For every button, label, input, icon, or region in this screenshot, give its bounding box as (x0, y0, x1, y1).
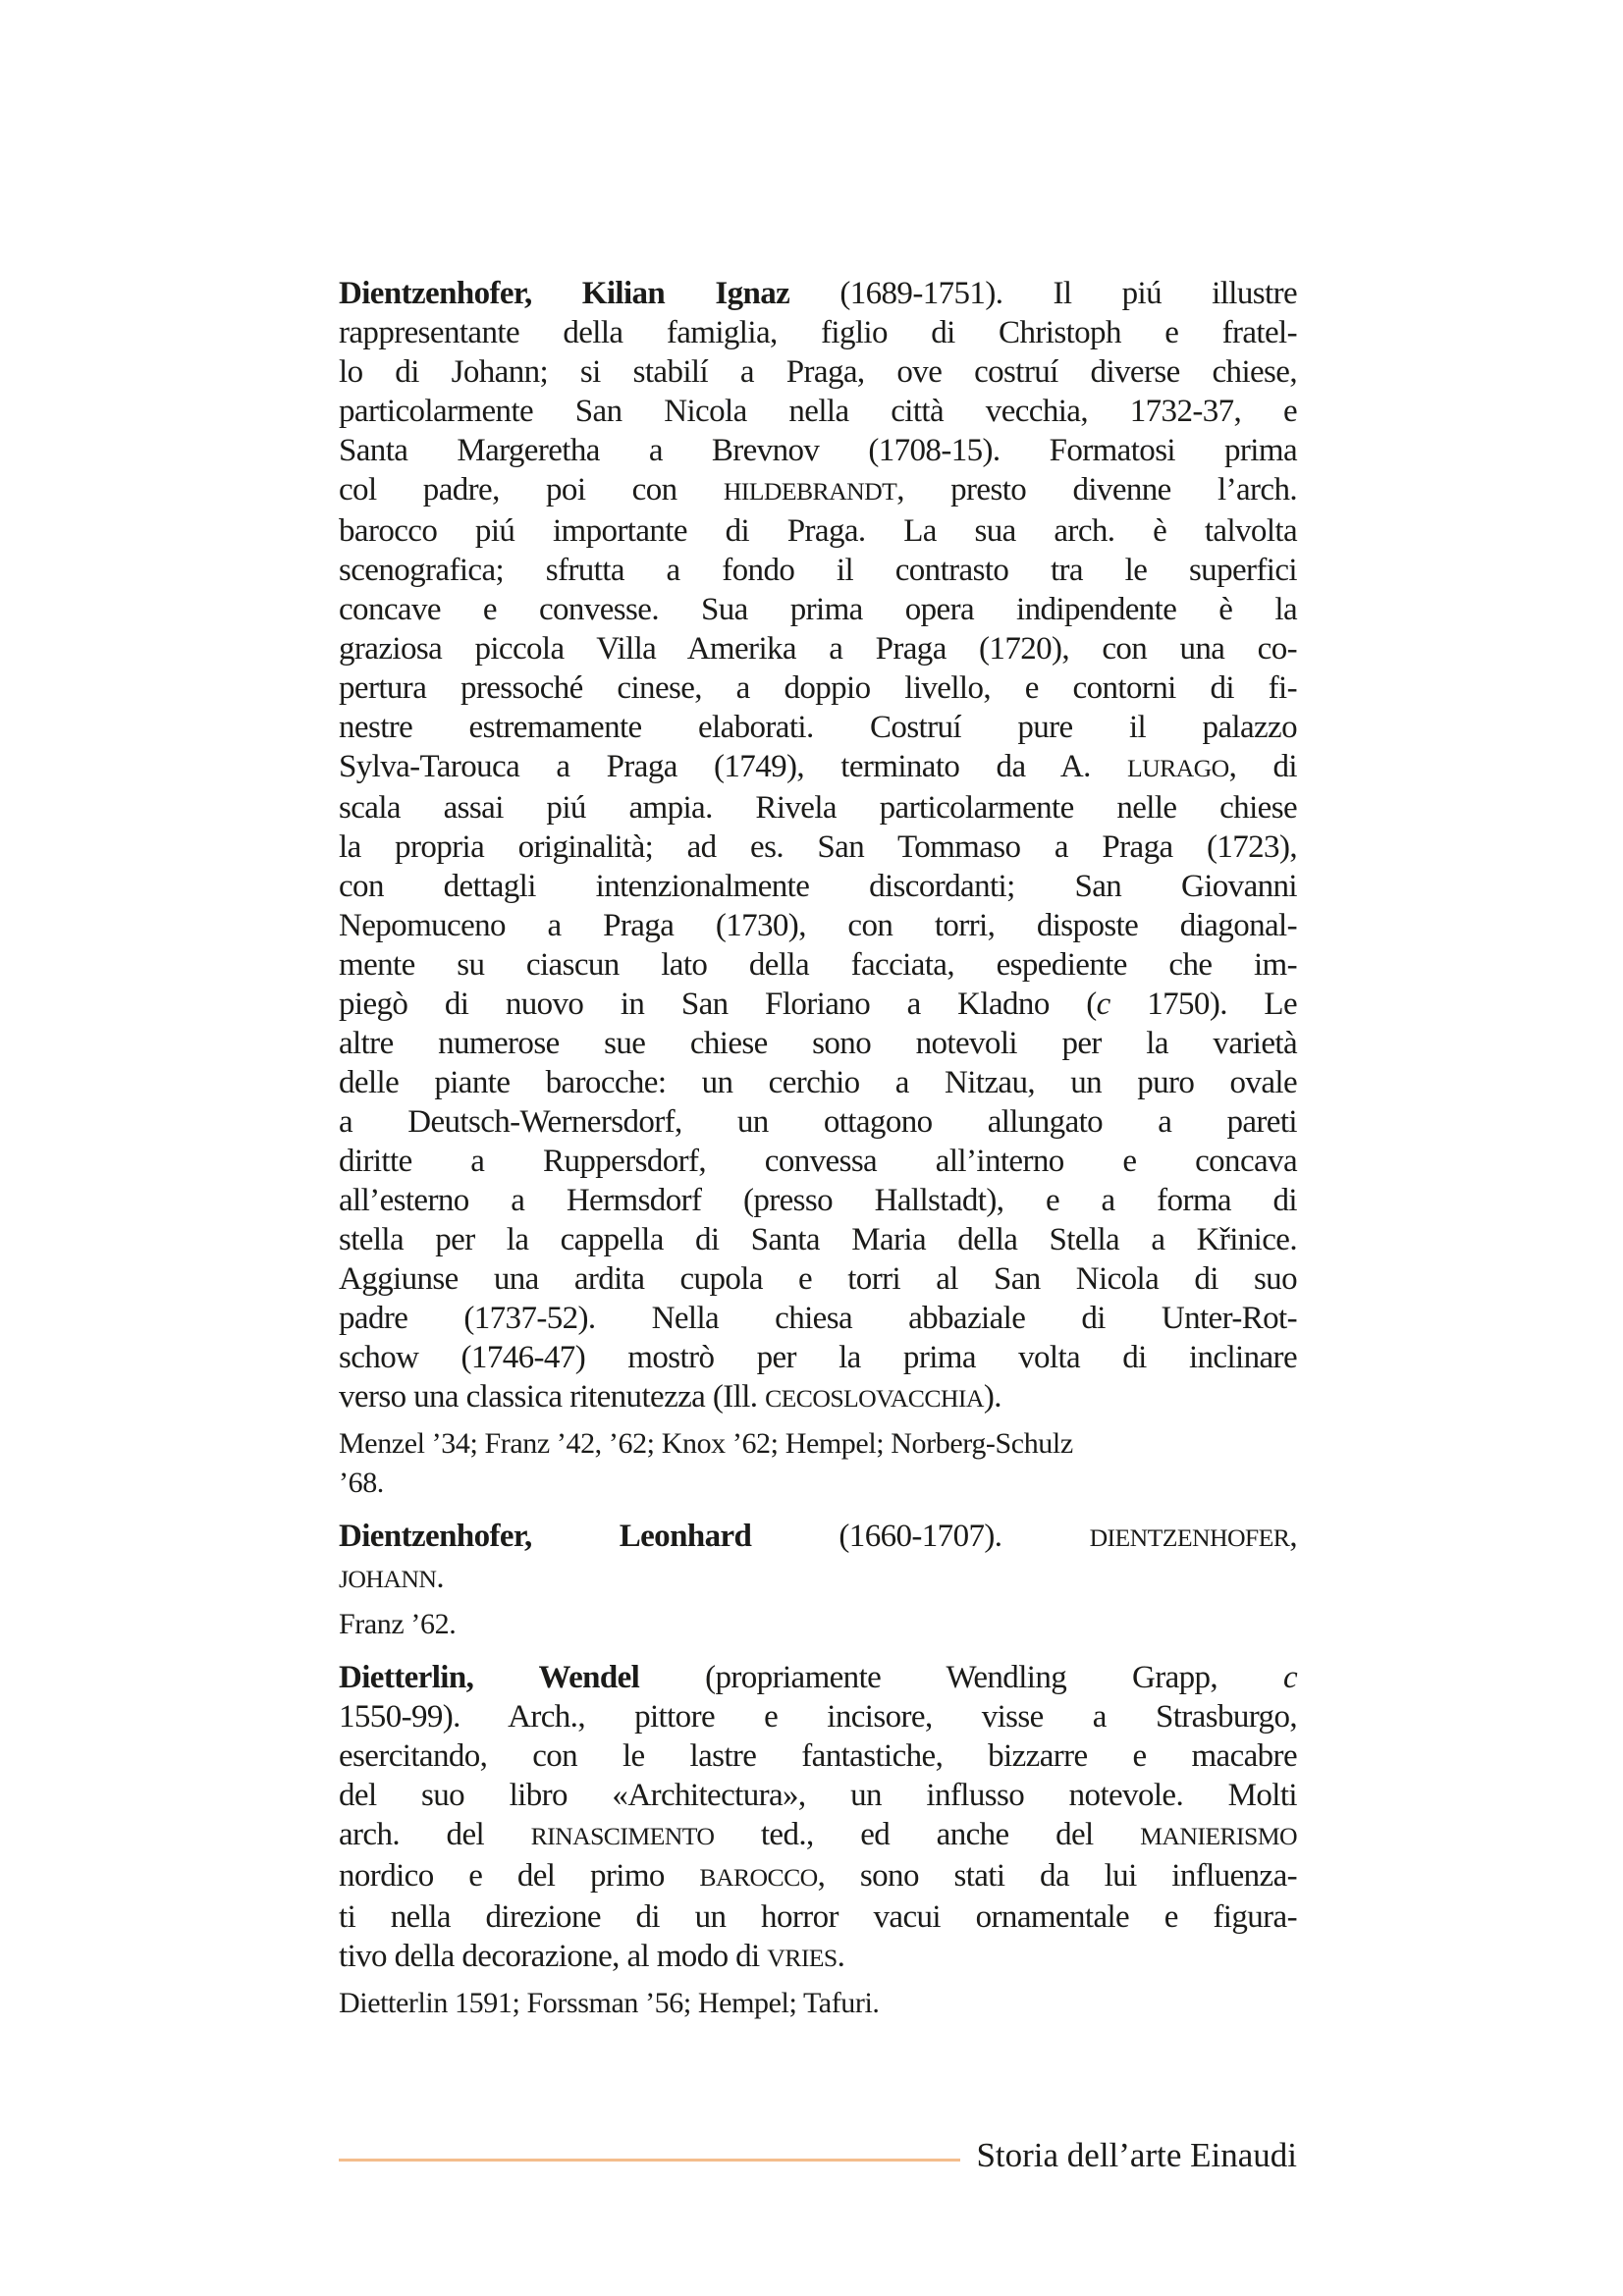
text-line: col padre, poi con HILDEBRANDT, presto divenne l’arch. (339, 472, 1298, 507)
italic-circa: c (1096, 987, 1110, 1022)
text-line: ti nella direzione di un horror vacui ornamentale e figura- (339, 1899, 1297, 1935)
text-line: Dientzenhofer, Leonhard (1660-1707). DIENTZENHOFER, (339, 1519, 1297, 1554)
bibliography-line: Menzel ’34; Franz ’42, ’62; Knox ’62; Hempel; Norberg-Schulz (339, 1427, 1073, 1460)
entry-body (339, 1517, 1297, 1599)
text-line: barocco piú importante di Praga. La sua arch. è talvolta (339, 513, 1297, 549)
text-line: stella per la cappella di Santa Maria della Stella a Křinice. (339, 1222, 1297, 1257)
small-caps-cross-reference: DIENTZENHOFER (1089, 1523, 1290, 1552)
bibliography-line: ’68. (339, 1467, 384, 1499)
entry-bibliography (339, 1605, 1297, 1644)
dictionary-entry (339, 1658, 1297, 2023)
text-line: nestre estremamente elaborati. Costruí pure il palazzo (339, 710, 1297, 745)
text-line: concave e convesse. Sua prima opera indipendente è la (339, 592, 1297, 627)
dictionary-entry (339, 1517, 1297, 1644)
dictionary-entry (339, 274, 1297, 1503)
text-line: nordico e del primo BAROCCO, sono stati da lui influenza- (339, 1858, 1298, 1894)
text-line: diritte a Ruppersdorf, convessa all’interno e concava (339, 1144, 1297, 1179)
text-line: JOHANN. (339, 1560, 444, 1595)
text-line: con dettagli intenzionalmente discordanti; San Giovanni (339, 869, 1297, 904)
text-line: schow (1746-47) mostrò per la prima volta di inclinare (339, 1340, 1297, 1375)
text-line: tivo della decorazione, al modo di VRIES. (339, 1939, 845, 1974)
page-footer (339, 2136, 1297, 2175)
text-line: padre (1737-52). Nella chiesa abbaziale di Unter-Rot- (339, 1301, 1297, 1336)
text-line: arch. del RINASCIMENTO ted., ed anche del MANIERISMO (339, 1817, 1297, 1852)
text-line: mente su ciascun lato della facciata, espediente che im- (339, 947, 1297, 983)
bibliography-line: Franz ’62. (339, 1608, 457, 1640)
text-line: particolarmente San Nicola nella città vecchia, 1732-37, e (339, 394, 1297, 429)
entry-body (339, 274, 1297, 1418)
text-line: Aggiunse una ardita cupola e torri al San Nicola di suo (339, 1261, 1297, 1297)
text-line: altre numerose sue chiese sono notevoli per la varietà (339, 1026, 1297, 1061)
text-line: scenografica; sfrutta a fondo il contrasto tra le superfici (339, 553, 1297, 588)
italic-circa: c (1282, 1660, 1297, 1695)
small-caps-cross-reference: JOHANN (339, 1565, 437, 1593)
text-line: la propria originalità; ad es. San Tommaso a Praga (1723), (339, 829, 1297, 865)
text-line: piegò di nuovo in San Floriano a Kladno (c 1750). Le (339, 987, 1297, 1022)
small-caps-cross-reference: RINASCIMENTO (530, 1822, 715, 1850)
text-line: pertura pressoché cinese, a doppio livello, e contorni di fi- (339, 670, 1297, 706)
entry-bibliography (339, 1424, 1297, 1503)
imprint-title: Storia dell’arte Einaudi (976, 2136, 1297, 2174)
text-line: verso una classica ritenutezza (Ill. CECOSLOVACCHIA). (339, 1379, 1001, 1415)
small-caps-cross-reference: CECOSLOVACCHIA (765, 1384, 984, 1413)
text-line: all’esterno a Hermsdorf (presso Hallstadt), e a forma di (339, 1183, 1297, 1218)
entry-bibliography (339, 1984, 1297, 2023)
text-line: rappresentante della famiglia, figlio di Christoph e fratel- (339, 315, 1297, 350)
text-line: delle piante barocche: un cerchio a Nitzau, un puro ovale (339, 1065, 1297, 1100)
text-line: Nepomuceno a Praga (1730), con torri, disposte diagonal- (339, 908, 1297, 943)
text-line: esercitando, con le lastre fantastiche, bizzarre e macabre (339, 1738, 1297, 1774)
entry-headword: Dientzenhofer, Kilian Ignaz (339, 276, 790, 311)
text-line: Santa Margeretha a Brevnov (1708-15). Formatosi prima (339, 433, 1297, 468)
text-line: graziosa piccola Villa Amerika a Praga (1720), con una co- (339, 631, 1297, 667)
bibliography-line: Dietterlin 1591; Forssman ’56; Hempel; Tafuri. (339, 1987, 880, 2019)
text-line: Dientzenhofer, Kilian Ignaz (1689-1751). Il piú illustre (339, 276, 1298, 311)
footer-rule (339, 2159, 960, 2162)
text-line: scala assai piú ampia. Rivela particolarmente nelle chiese (339, 790, 1297, 826)
text-line: Dietterlin, Wendel (propriamente Wendling Grapp, c (339, 1660, 1297, 1695)
small-caps-cross-reference: BAROCCO (699, 1863, 818, 1892)
text-line: a Deutsch-Wernersdorf, un ottagono allungato a pareti (339, 1104, 1297, 1140)
entry-headword: Dietterlin, Wendel (339, 1660, 640, 1695)
entry-headword: Dientzenhofer, Leonhard (339, 1519, 752, 1554)
text-line: Sylva-Tarouca a Praga (1749), terminato da A. LURAGO, di (339, 749, 1297, 784)
small-caps-cross-reference: MANIERISMO (1140, 1822, 1297, 1850)
text-line: 1550-99). Arch., pittore e incisore, visse a Strasburgo, (339, 1699, 1297, 1735)
text-line: lo di Johann; si stabilí a Praga, ove costruí diverse chiese, (339, 354, 1297, 390)
entries-column (339, 274, 1297, 2023)
small-caps-cross-reference: VRIES (767, 1944, 838, 1972)
text-line: del suo libro «Architectura», un influsso notevole. Molti (339, 1778, 1297, 1813)
small-caps-cross-reference: LURAGO (1127, 754, 1229, 782)
small-caps-cross-reference: HILDEBRANDT (723, 477, 897, 506)
entry-body (339, 1658, 1297, 1978)
